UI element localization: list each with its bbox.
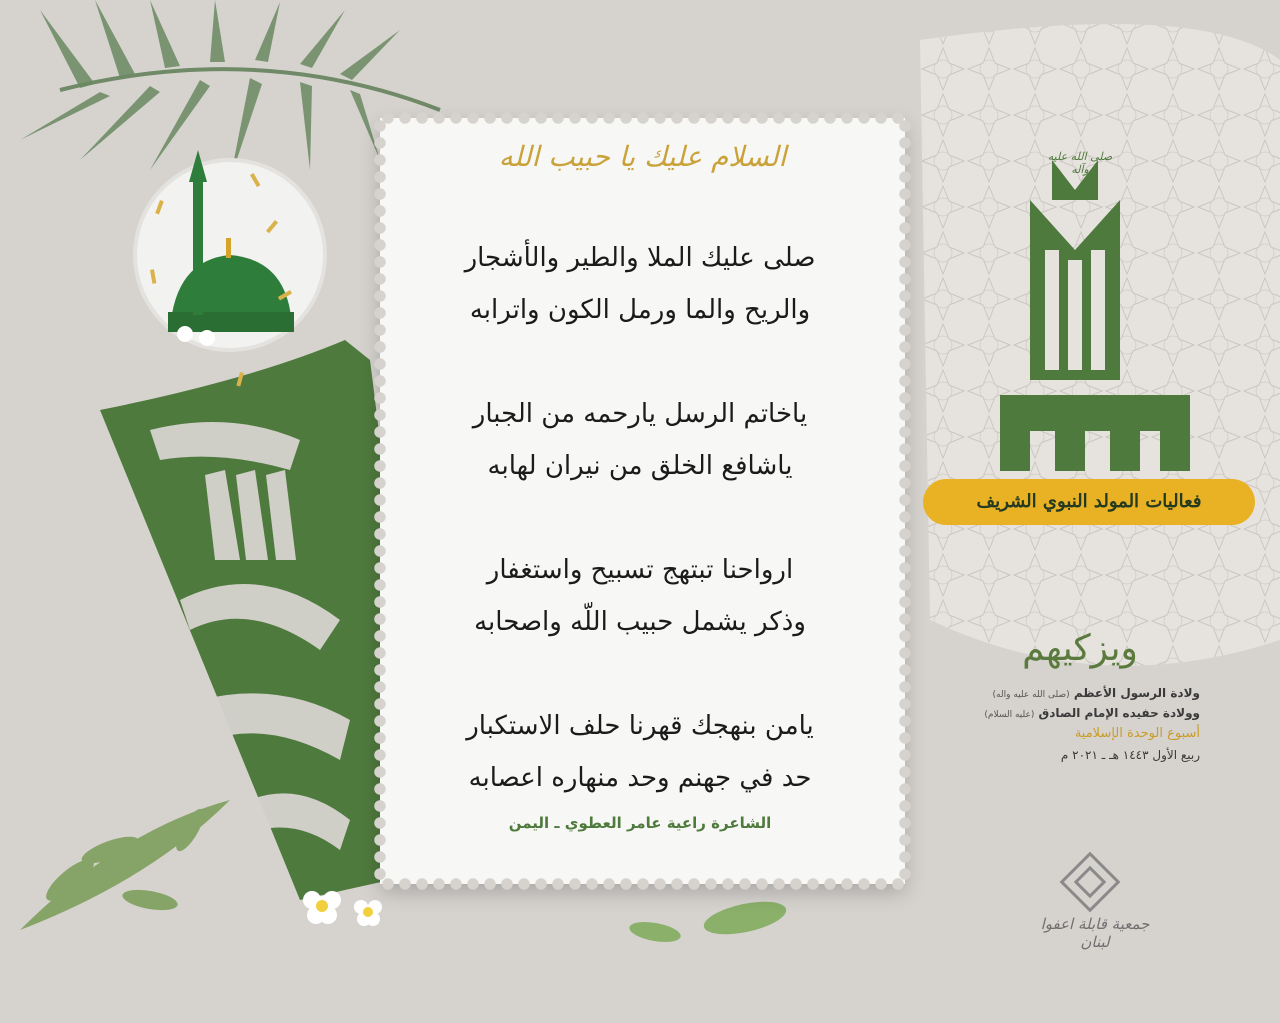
info-line	[980, 686, 1200, 700]
poem-line: ياشافع الخلق من نيران لهابه	[487, 451, 793, 481]
info-main: ولادة الرسول الأعظم	[1073, 686, 1200, 700]
info-note: (عليه السلام)	[984, 710, 1035, 720]
card-perforation	[380, 111, 905, 125]
stanza	[395, 544, 885, 648]
stanza	[395, 232, 885, 336]
quote-calligraphy: ويزكيهم	[1022, 628, 1138, 669]
stanza	[395, 700, 885, 804]
info-note: (صلى الله عليه واله)	[992, 690, 1070, 700]
poem-line: ياخاتم الرسل يارحمه من الجبار	[472, 399, 808, 429]
poem	[395, 232, 885, 856]
info-main: وولادة حفيده الإمام الصادق	[1038, 706, 1200, 720]
poem-line: والريح والما ورمل الكون واترابه	[469, 295, 811, 325]
stanza	[395, 388, 885, 492]
poem-line: صلى عليك الملا والطير والأشجار	[464, 243, 816, 273]
date-text: ربيع الأول ١٤٤٣ هـ ـ ٢٠٢١ م	[1060, 748, 1200, 762]
card-perforation	[380, 877, 905, 891]
poem-line: ارواحنا تبتهج تسبيح واستغفار	[486, 555, 794, 585]
card-perforation	[898, 118, 912, 884]
info-line	[980, 706, 1200, 720]
association-name: جمعية قابلة اعفوا لبنان	[1040, 915, 1150, 951]
blessing-text: صلى الله عليه وآله	[1047, 150, 1113, 176]
poet-credit: الشاعرة راعية عامر العطوي ـ اليمن	[508, 814, 772, 832]
poem-line: يامن بنهجك قهرنا حلف الاستكبار	[466, 711, 814, 741]
card-perforation	[373, 118, 387, 884]
salam-calligraphy: السلام عليك يا حبيب الله	[498, 140, 787, 173]
event-banner-text: فعاليات المولد النبوي الشريف	[976, 491, 1202, 512]
poem-line: حد في جهنم وحد منهاره اعصابه	[468, 763, 812, 793]
poem-line: وذكر يشمل حبيب اللّه واصحابه	[474, 607, 806, 637]
unity-week: أسبوع الوحدة الإسلامية	[1074, 726, 1200, 741]
